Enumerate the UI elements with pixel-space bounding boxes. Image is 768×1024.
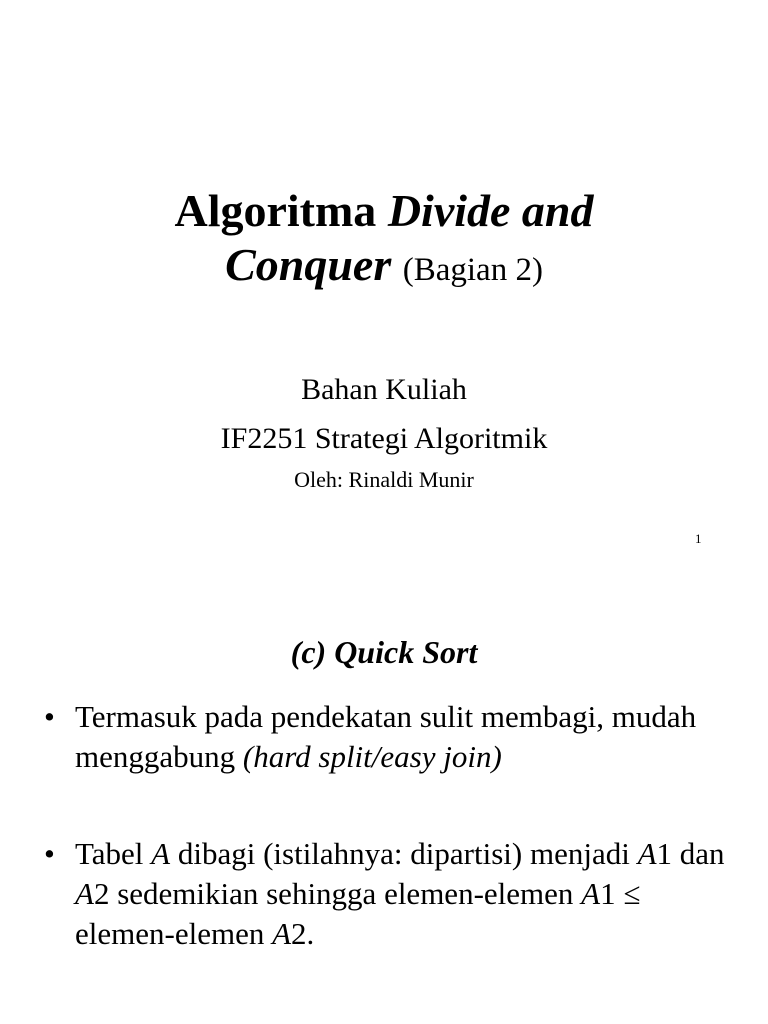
math-var: A <box>637 836 657 871</box>
bullet-marker: • <box>44 699 55 734</box>
section-title: (c) Quick Sort <box>290 634 478 670</box>
bullet-text-italic: (hard split/easy join) <box>242 739 502 774</box>
title-italic-part-2: Conquer <box>225 239 392 290</box>
text-segment: 1 dan <box>656 836 725 871</box>
math-var: A <box>151 836 171 871</box>
title-italic-part-1: Divide and <box>387 185 594 236</box>
title-suffix: (Bagian 2) <box>402 252 543 288</box>
bullet-item-2 <box>44 834 734 954</box>
bullet-text <box>75 697 734 777</box>
title-bold-part: Algoritma <box>174 185 388 236</box>
bullet-text <box>75 834 734 954</box>
bullet-marker: • <box>44 836 55 871</box>
subtitle-line-1: Bahan Kuliah <box>301 373 467 406</box>
text-segment: 2 sedemikian sehingga elemen-elemen <box>93 876 582 911</box>
math-var: A <box>75 876 94 911</box>
page-number: 1 <box>695 531 702 546</box>
slide-title <box>0 184 768 297</box>
bullet-text-plain: Termasuk pada pendekatan sulit membagi, mudah menggabung <box>75 699 697 774</box>
math-var: A <box>272 916 292 951</box>
author-line: Oleh: Rinaldi Munir <box>294 467 474 492</box>
subtitle-course: IF2251 Strategi Algoritmik <box>220 422 548 455</box>
text-segment: dibagi (istilahnya: dipartisi) menjadi <box>170 836 638 871</box>
bullet-item-1 <box>44 697 734 777</box>
math-var: A <box>581 876 601 911</box>
text-segment: 2. <box>291 916 315 951</box>
text-segment: 1 ≤ elemen-elemen <box>75 876 641 951</box>
text-segment: Tabel <box>75 836 152 871</box>
